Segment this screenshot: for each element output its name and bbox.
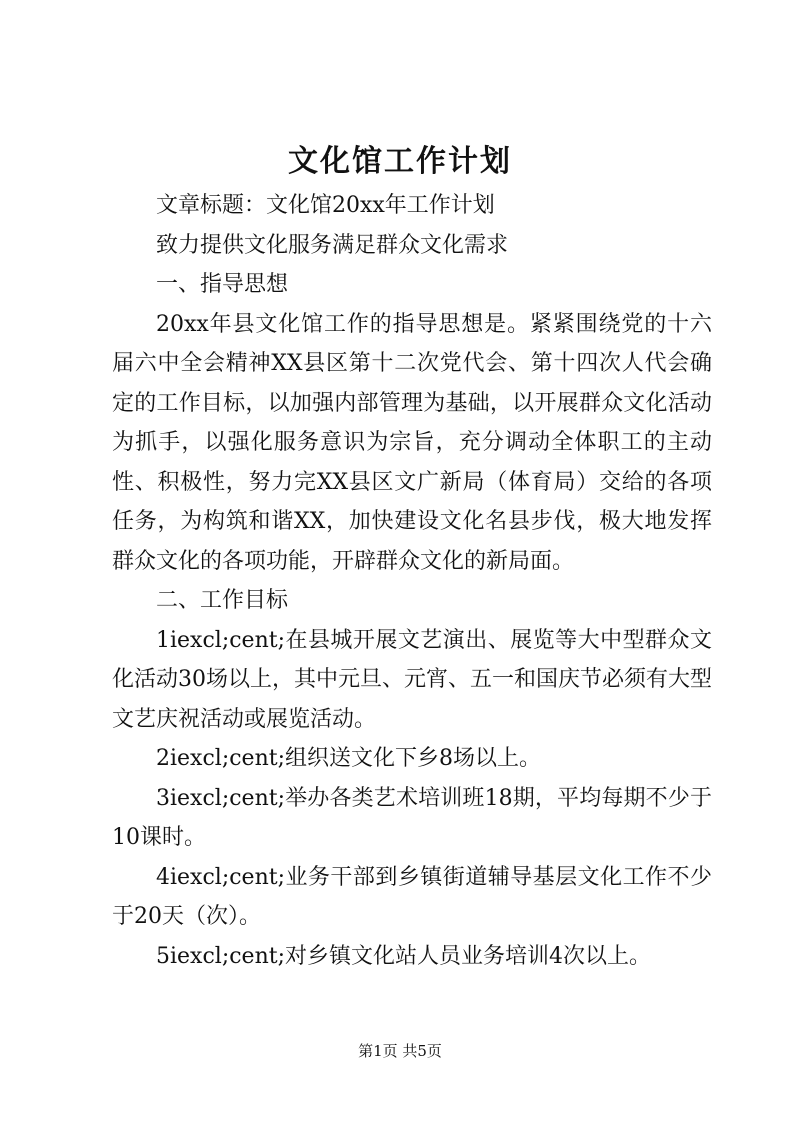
document-body <box>112 186 712 976</box>
section-heading-work-goals: 二、工作目标 <box>156 588 289 613</box>
page-title: 文化馆工作计划 <box>288 144 512 179</box>
page-number-footer: 第1页 共5页 <box>358 1042 442 1060</box>
goal-item-2: 2iexcl;cent;组织送文化下乡8场以上。 <box>156 746 541 771</box>
goal-item-4: 4iexcl;cent;业务干部到乡镇街道辅导基层文化工作不少于20天（次）。 <box>112 864 712 929</box>
goal-item-3: 3iexcl;cent;举办各类艺术培训班18期，平均每期不少于10课时。 <box>112 785 712 850</box>
section-heading-guiding-ideology: 一、指导思想 <box>156 272 289 297</box>
goal-item-1: 1iexcl;cent;在县城开展文艺演出、展览等大中型群众文化活动30场以上，其中元旦、元宵、五一和国庆节必须有大型文艺庆祝活动或展览活动。 <box>112 627 712 732</box>
goal-item-5: 5iexcl;cent;对乡镇文化站人员业务培训4次以上。 <box>156 943 651 969</box>
article-title-line: 文章标题：文化馆20xx年工作计划 <box>156 193 495 218</box>
paragraph-guiding-ideology: 20xx年县文化馆工作的指导思想是。紧紧围绕党的十六届六中全会精神XX县区第十二次党代会、第十四次人代会确定的工作目标，以加强内部管理为基础，以开展群众文化活动为抓手，以强化服务意识为宗旨，充分调动全体职工的主动性、积极性，努力完XX县区文广新局（体育局）交给的各项任务，为构筑和谐XX，加快建设文化名县步伐，极大地发挥群众文化的各项功能，开辟群众文化的新局面。 <box>112 311 712 574</box>
subtitle-line: 致力提供文化服务满足群众文化需求 <box>156 232 509 258</box>
